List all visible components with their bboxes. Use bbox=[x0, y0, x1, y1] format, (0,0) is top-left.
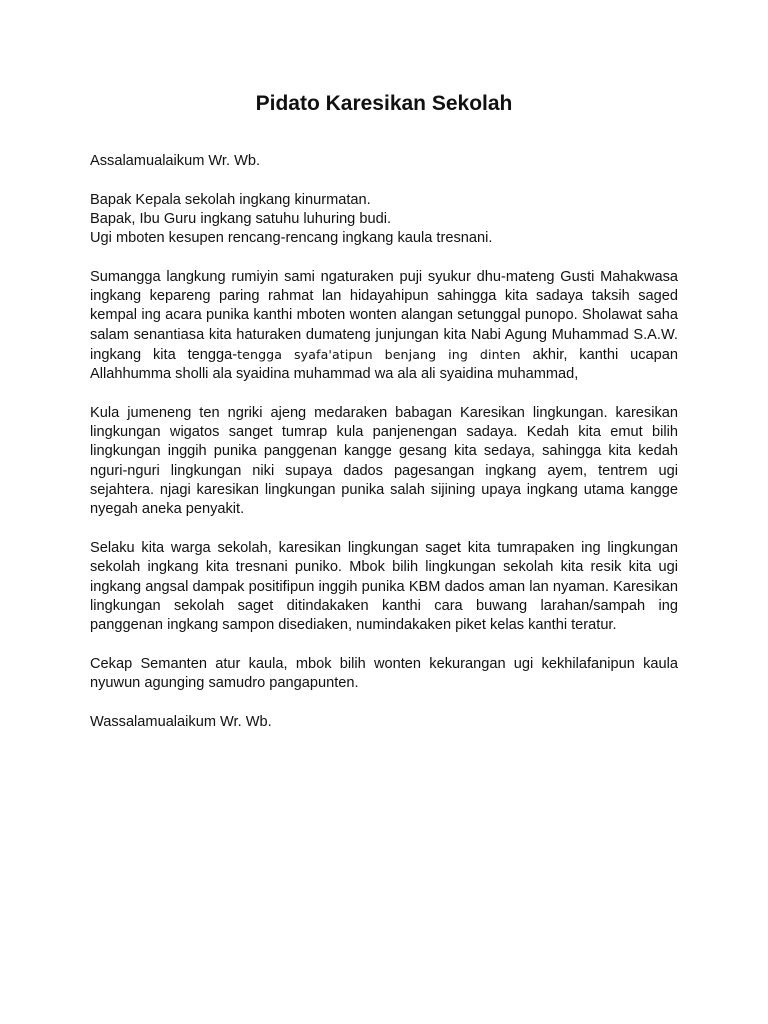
address-line: Bapak, Ibu Guru ingkang satuhu luhuring budi. bbox=[90, 210, 392, 227]
paragraph-opening-ending-text: akhir, kanthi ucapan Allahhumma sholli ala syaidina muhammad wa ala ali syaidina muhammad, bbox=[90, 346, 678, 383]
paragraph-closing-remarks: Cekap Semanten atur kaula, mbok bilih wonten kekurangan ugi kekhilafanipun kaula nyuwun agunging samudro pangapunten. bbox=[90, 655, 678, 692]
closing-greeting: Wassalamualaikum Wr. Wb. bbox=[90, 713, 272, 730]
greeting: Assalamualaikum Wr. Wb. bbox=[90, 153, 261, 169]
paragraph-environment: Kula jumeneng ten ngriki ajeng medaraken babagan Karesikan lingkungan. karesikan lingkungan wigatos sanget tumrap kula panjenengan sadaya. Kedah kita emut bilih lingkungan inggih punika panggenan kangge gesang kita sedaya, sahingga kita kedah nguri-nguri lingkungan niki supaya dados pagesangan ingkang ayem, tentrem ugi sejahtera. njagi karesikan lingkungan punika salah sijining upaya ingkang utama kangge nyegah aneka penyakit. bbox=[90, 404, 678, 518]
paragraph-opening-different-font-text: tengga syafa'atipun benjang ing dinten bbox=[237, 346, 521, 362]
address-line: Ugi mboten kesupen rencang-rencang ingkang kaula tresnani. bbox=[90, 230, 493, 247]
paragraph-opening bbox=[90, 268, 678, 385]
document-body bbox=[90, 152, 678, 751]
document-title: Pidato Karesikan Sekolah bbox=[255, 92, 513, 115]
address-line: Bapak Kepala sekolah ingkang kinurmatan. bbox=[90, 191, 371, 208]
paragraph-opening-text: Sumangga langkung rumiyin sami ngaturaken puji syukur dhu-mateng Gusti Mahakwasa ingkang kepareng paring rahmat lan hidayahipun sahingga kita sadaya taksih saged kempal ing acara punika kanthi mboten wonten alangan setunggal punopo. Sholawat saha salam senantiasa kita haturaken dumateng junjungan kita Nabi Agung Muhammad S.A.W. ingkang kita tengga- bbox=[90, 268, 678, 363]
paragraph-school: Selaku kita warga sekolah, karesikan lingkungan saget kita tumrapaken ing lingkungan sekolah ingkang kita tresnani puniko. Mbok bilih lingkungan sekolah kita resik kita ugi ingkang angsal dampak positifipun inggih punika KBM dados aman lan nyaman. Karesikan lingkungan sekolah saget ditindakaken kanthi cara buwang larahan/sampah ing panggenan ingkang sampon disediaken, numindakaken piket kelas kanthi teratur. bbox=[90, 539, 678, 634]
address-block bbox=[90, 191, 678, 249]
